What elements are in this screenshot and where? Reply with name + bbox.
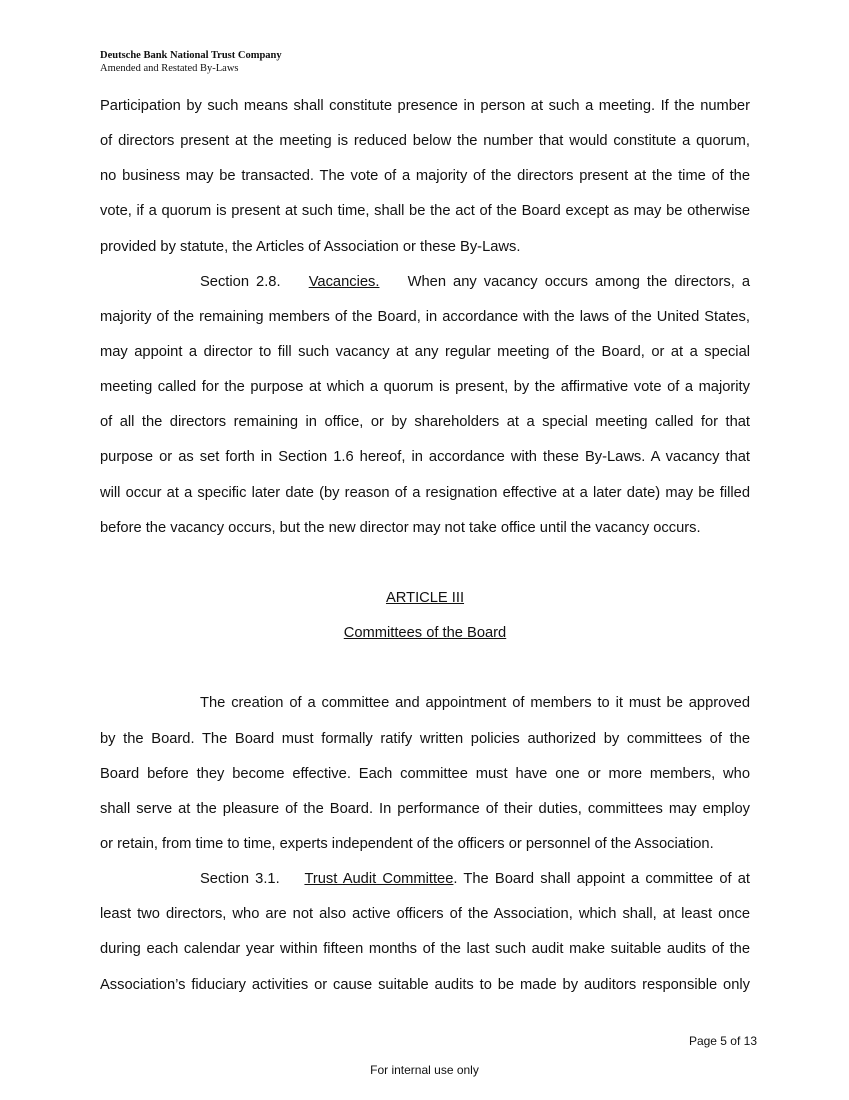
section-2-8-heading-line <box>100 265 750 300</box>
text-line: purpose or as set forth in Section 1.6 hereof, in accordance with these By-Laws. A vacancy that <box>100 449 750 466</box>
text-line: may appoint a director to fill such vacancy at any regular meeting of the Board, or at a special <box>100 343 750 360</box>
text-line: meeting called for the purpose at which a quorum is present, by the affirmative vote of a majority <box>100 379 750 396</box>
text-line: or retain, from time to time, experts independent of the officers or personnel of the Association. <box>100 835 714 852</box>
section-title: Trust Audit Committee <box>304 871 454 888</box>
page-number: Page 5 of 13 <box>688 1034 757 1048</box>
text-line: The creation of a committee and appointment of members to it must be approved <box>200 695 750 712</box>
footer-note: For internal use only <box>370 1063 479 1077</box>
section-text: When any vacancy occurs among the directors, a <box>407 273 751 290</box>
text-line: majority of the remaining members of the Board, in accordance with the laws of the United States, <box>100 308 750 325</box>
document-subtitle: Amended and Restated By-Laws <box>100 62 239 74</box>
text-line: during each calendar year within fifteen months of the last such audit make suitable audits of the <box>100 941 750 958</box>
text-line: Board before they become effective. Each committee must have one or more members, who <box>100 765 750 782</box>
text-line: provided by statute, the Articles of Association or these By-Laws. <box>100 238 521 255</box>
article-subheading: Committees of the Board <box>343 625 507 642</box>
section-3-1-heading-line <box>100 862 750 897</box>
text-line: of directors present at the meeting is reduced below the number that would constitute a quorum, <box>100 133 750 150</box>
document-body <box>100 89 750 1003</box>
article-heading: ARTICLE III <box>385 589 465 606</box>
section-title: Vacancies. <box>308 273 380 290</box>
text-line: before the vacancy occurs, but the new director may not take office until the vacancy occurs. <box>100 519 701 536</box>
text-line: vote, if a quorum is present at such time, shall be the act of the Board except as may be otherwise <box>100 203 750 220</box>
section-number: Section 3.1. <box>200 871 280 888</box>
text-line: Association’s fiduciary activities or cause suitable audits to be made by auditors responsible only <box>100 976 750 993</box>
text-line: least two directors, who are not also active officers of the Association, which shall, at least once <box>100 906 750 923</box>
text-line: of all the directors remaining in office, or by shareholders at a special meeting called for that <box>100 414 750 431</box>
text-line: will occur at a specific later date (by reason of a resignation effective at a later date) may be filled <box>100 484 750 501</box>
document-header <box>100 50 282 75</box>
text-line: by the Board. The Board must formally ratify written policies authorized by committees of the <box>100 730 750 747</box>
text-line: shall serve at the pleasure of the Board. In performance of their duties, committees may employ <box>100 800 750 817</box>
text-line: Participation by such means shall constitute presence in person at such a meeting. If the number <box>100 98 750 114</box>
company-name: Deutsche Bank National Trust Company <box>100 50 282 61</box>
section-number: Section 2.8. <box>200 273 281 290</box>
section-text: . The Board shall appoint a committee of at <box>453 871 751 888</box>
text-line: no business may be transacted. The vote of a majority of the directors present at the time of the <box>100 168 750 185</box>
